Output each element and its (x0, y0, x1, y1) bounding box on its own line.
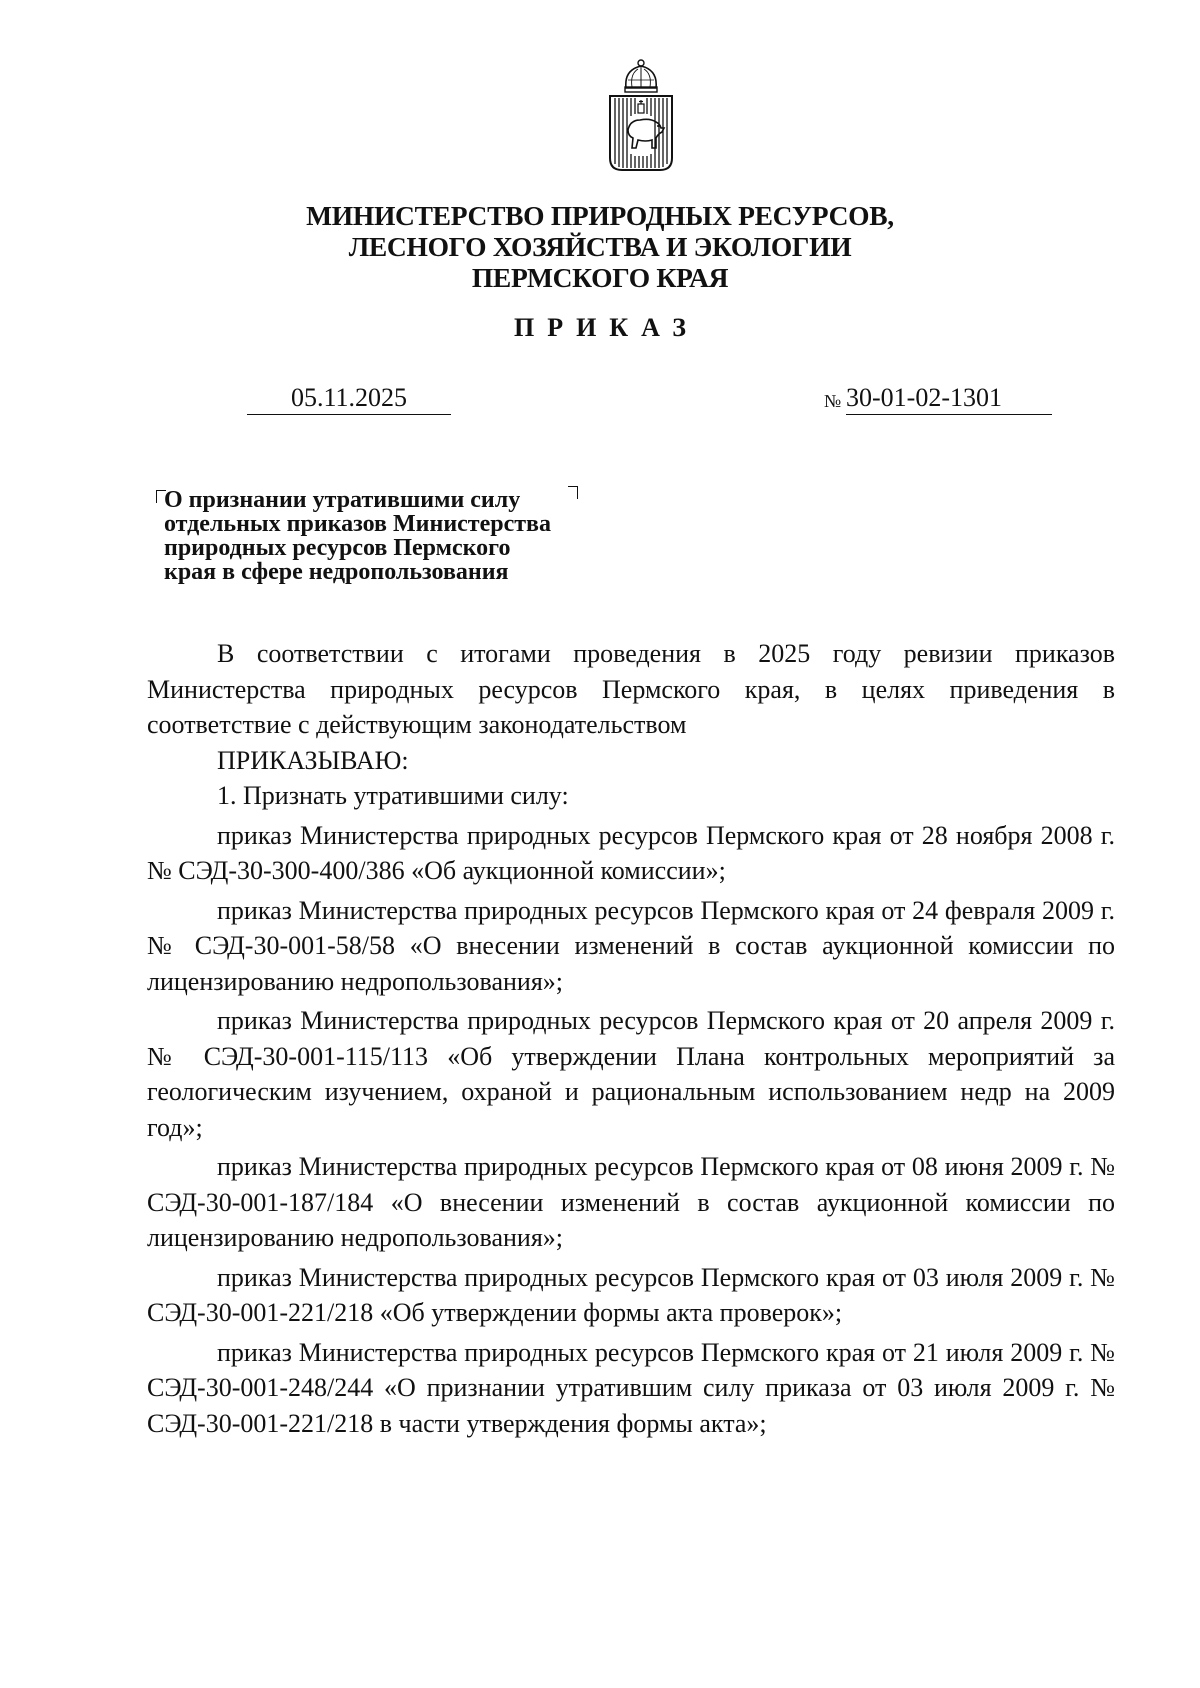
document-body (147, 636, 1115, 1441)
revoked-order-2: приказ Министерства природных ресурсов Пермского края от 24 февраля 2009 г. № СЭД-30-001-58/58 «О внесении изменений в состав аукционной комиссии по лицензированию недропользования»; (147, 895, 1115, 996)
order-word: ПРИКАЗЫВАЮ: (217, 745, 409, 775)
document-type: ПРИКАЗ (513, 313, 700, 342)
revoked-order-3: приказ Министерства природных ресурсов Пермского края от 20 апреля 2009 г. № СЭД-30-001-115/113 «Об утверждении Плана контрольных мероприятий за геологическим изучением, охраной и рациональным использованием недр на 2009 год»; (147, 1006, 1115, 1142)
preamble-paragraph: В соответствии с итогами проведения в 2025 году ревизии приказов Министерства природных ресурсов Пермского края, в целях приведения в соответствие с действующим законодательством (147, 639, 1115, 739)
subject-line-1: О признании утратившими силу (164, 487, 521, 513)
ministry-line-1: МИНИСТЕРСТВО ПРИРОДНЫХ РЕСУРСОВ, (306, 200, 894, 231)
ministry-line-3: ПЕРМСКОГО КРАЯ (471, 262, 729, 293)
subject-line-2: отдельных приказов Министерства (164, 511, 551, 537)
subject-line-4: края в сфере недропользования (164, 559, 509, 585)
subject-title (156, 488, 636, 584)
document-date: 05.11.2025 (247, 383, 451, 415)
item-1: 1. Признать утратившими силу: (217, 781, 569, 810)
revoked-order-5: приказ Министерства природных ресурсов Пермского края от 03 июля 2009 г. № СЭД-30-001-221/218 «Об утверждении формы акта проверок»; (147, 1262, 1115, 1327)
ministry-name (250, 200, 950, 293)
revoked-order-6: приказ Министерства природных ресурсов Пермского края от 21 июля 2009 г. № СЭД-30-001-248/244 «О признании утратившим силу приказа от 03 июля 2009 г. № СЭД-30-001-221/218 в части утверждения формы акта»; (147, 1337, 1115, 1438)
document-number: 30-01-02-1301 (846, 383, 1052, 415)
number-sign: № (824, 391, 842, 411)
bracket-right-icon (568, 486, 578, 499)
revoked-order-1: приказ Министерства природных ресурсов Пермского края от 28 ноября 2008 г. № СЭД-30-300-400/386 «Об аукционной комиссии»; (147, 820, 1115, 885)
coat-of-arms-icon (608, 58, 674, 176)
subject-block (156, 488, 636, 584)
ministry-line-2: ЛЕСНОГО ХОЗЯЙСТВА И ЭКОЛОГИИ (348, 231, 852, 262)
subject-line-3: природных ресурсов Пермского (164, 535, 511, 561)
revoked-order-4: приказ Министерства природных ресурсов Пермского края от 08 июня 2009 г. № СЭД-30-001-187/184 «О внесении изменений в состав аукционной комиссии по лицензированию недропользования»; (147, 1152, 1115, 1252)
